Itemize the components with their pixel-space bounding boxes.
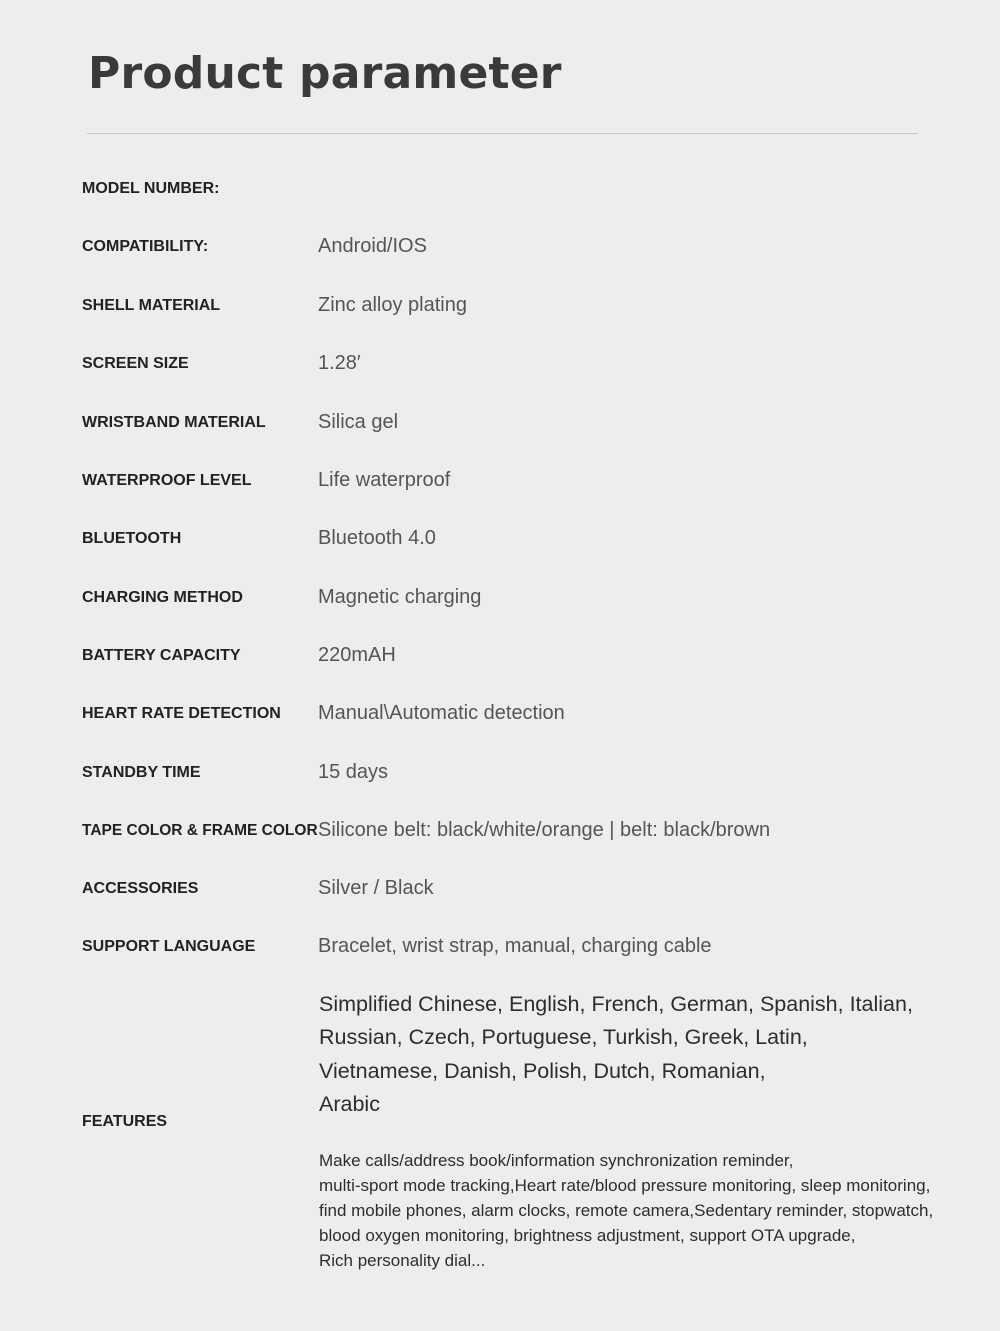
label-battery-capacity: BATTERY CAPACITY [82, 647, 241, 664]
value-accessories: Silver / Black [318, 877, 434, 899]
label-tape-frame-color: TAPE COLOR & FRAME COLOR [82, 822, 318, 839]
label-features: FEATURES [82, 1113, 168, 1130]
title-divider [87, 133, 918, 134]
page-title: Product parameter [88, 48, 562, 99]
value-bluetooth: Bluetooth 4.0 [318, 527, 436, 549]
value-waterproof-level: Life waterproof [318, 469, 451, 491]
value-wristband-material: Silica gel [318, 411, 399, 433]
label-wristband-material: WRISTBAND MATERIAL [82, 414, 266, 431]
label-charging-method: CHARGING METHOD [82, 589, 243, 606]
value-support-language: Bracelet, wrist strap, manual, charging cable [318, 935, 712, 957]
label-screen-size: SCREEN SIZE [82, 355, 189, 372]
label-waterproof-level: WATERPROOF LEVEL [82, 472, 252, 489]
label-support-language: SUPPORT LANGUAGE [82, 938, 256, 955]
label-shell-material: SHELL MATERIAL [82, 297, 221, 314]
value-heart-rate-detection: Manual\Automatic detection [318, 702, 565, 724]
value-screen-size: 1.28′ [318, 352, 361, 374]
value-compatibility: Android/IOS [318, 235, 427, 257]
label-model-number: MODEL NUMBER: [82, 180, 220, 197]
value-standby-time: 15 days [318, 761, 389, 783]
label-compatibility: COMPATIBILITY: [82, 238, 209, 255]
label-bluetooth: BLUETOOTH [82, 530, 182, 547]
label-accessories: ACCESSORIES [82, 880, 199, 897]
value-battery-capacity: 220mAH [318, 644, 396, 666]
languages-list: Simplified Chinese, English, French, German, Spanish, Italian, Russian, Czech, Portuguese, Turkish, Greek, Latin, Vietnamese, Danish, Polish, Dutch, Romanian, Arabic [319, 992, 913, 1116]
label-standby-time: STANDBY TIME [82, 764, 201, 781]
label-heart-rate-detection: HEART RATE DETECTION [82, 705, 281, 722]
value-shell-material: Zinc alloy plating [318, 294, 467, 316]
value-charging-method: Magnetic charging [318, 586, 482, 608]
features-description: Make calls/address book/information synchronization reminder, multi-sport mode tracking,Heart rate/blood pressure monitoring, sleep monitoring, find mobile phones, alarm clocks, remote camera,Sedentary reminder, stopwatch, blood oxygen monitoring, brightness adjustment, support OTA upgrade, Rich personality dial... [319, 1151, 934, 1270]
value-tape-frame-color: Silicone belt: black/white/orange | belt: black/brown [318, 819, 771, 841]
